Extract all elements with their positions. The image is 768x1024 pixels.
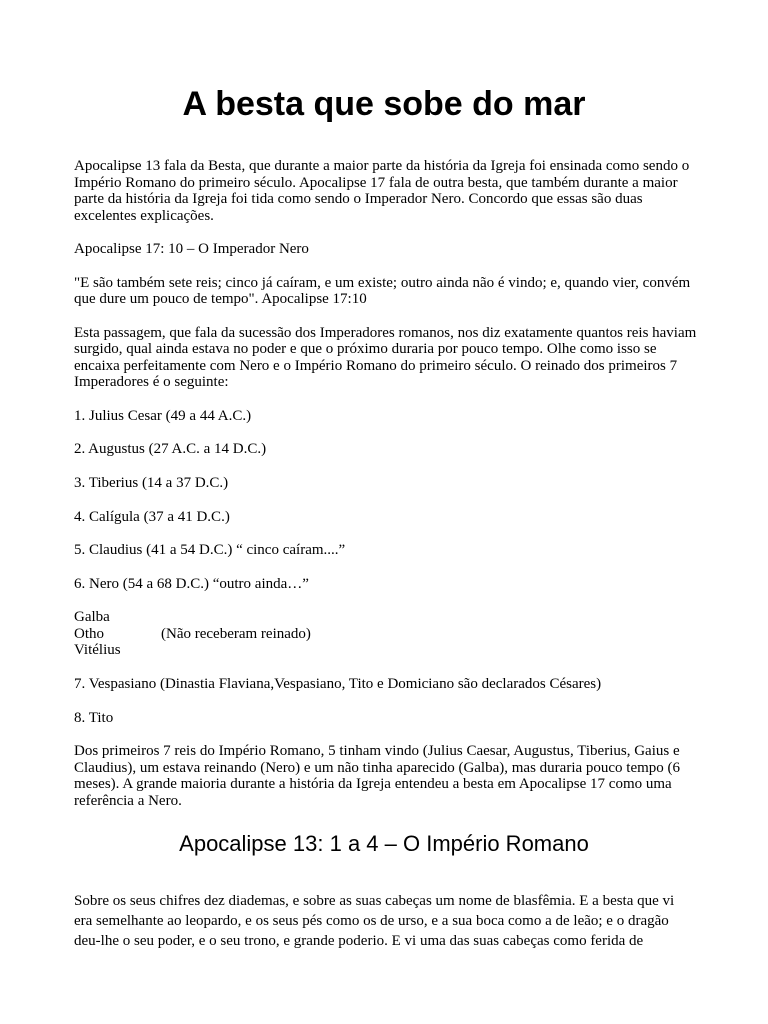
emperor-item: 8. Tito [74, 709, 114, 726]
section2-line: era semelhante ao leopardo, e os seus pés como os de urso, e a sua boca como a de leão; e o dragão [74, 913, 669, 929]
emperor-item: 1. Julius Cesar (49 a 44 A.C.) [74, 407, 252, 424]
unreigned-name: Vitélius [74, 642, 121, 659]
intro-paragraph: Apocalipse 13 fala da Besta, que durante a maior parte da história da Igreja foi ensinada como sendo o Império Romano do primeiro século. Apocalipse 17 fala de outra besta, que também durante a maior parte da história da Igreja foi tida como sendo o Imperador Nero. Concordo que essas são duas excelentes explicações. [74, 158, 690, 224]
unreigned-name: Galba [74, 609, 110, 626]
page-title: A besta que sobe do mar [182, 85, 586, 123]
unreigned-name: Otho [74, 625, 104, 642]
emperor-item: 2. Augustus (27 A.C. a 14 D.C.) [74, 441, 267, 458]
unreigned-row [74, 642, 704, 659]
unreigned-row [74, 609, 704, 626]
section2-paragraph [74, 891, 694, 951]
section-heading-nero: Apocalipse 17: 10 – O Imperador Nero [74, 241, 309, 258]
emperor-item: 7. Vespasiano (Dinastia Flaviana,Vespasiano, Tito e Domiciano são declarados Césares) [74, 676, 602, 693]
emperor-item: 3. Tiberius (14 a 37 D.C.) [74, 474, 229, 491]
quote-paragraph: "E são também sete reis; cinco já caíram, e um existe; outro ainda não é vindo; e, quando vier, convém que dure um pouco de tempo". Apocalipse 17:10 [74, 274, 691, 308]
emperor-item: 5. Claudius (41 a 54 D.C.) “ cinco caíram....” [74, 542, 346, 559]
document-body [74, 158, 704, 826]
unreigned-emperors [74, 609, 704, 659]
emperor-item: 6. Nero (54 a 68 D.C.) “outro ainda…” [74, 575, 309, 592]
section2-line: deu-lhe o seu poder, e o seu trono, e grande poderio. E vi uma das suas cabeças como ferida de [74, 933, 644, 949]
section2-line: Sobre os seus chifres dez diademas, e sobre as suas cabeças um nome de blasfêmia. E a besta que vi [74, 893, 675, 909]
passage-paragraph: Esta passagem, que fala da sucessão dos Imperadores romanos, nos diz exatamente quantos reis haviam surgido, qual ainda estava no poder e que o próximo duraria por pouco tempo. Olhe como isso se encaixa perfeitamente com Nero e o Império Romano do primeiro século. O reinado dos primeiros 7 Imperadores é o seguinte: [74, 324, 697, 391]
emperor-item: 4. Calígula (37 a 41 D.C.) [74, 508, 230, 525]
unreigned-note: (Não receberam reinado) [161, 625, 311, 642]
conclusion-paragraph: Dos primeiros 7 reis do Império Romano, 5 tinham vindo (Julius Caesar, Augustus, Tiberius, Gaius e Claudius), um estava reinando (Nero) e um não tinha aparecido (Galba), mas duraria pouco tempo (6 meses). A grande maioria durante a história da Igreja entendeu a besta em Apocalipse 17 como uma referência a Nero. [74, 743, 681, 810]
section-subtitle: Apocalipse 13: 1 a 4 – O Império Romano [179, 831, 589, 856]
unreigned-row [74, 626, 704, 643]
